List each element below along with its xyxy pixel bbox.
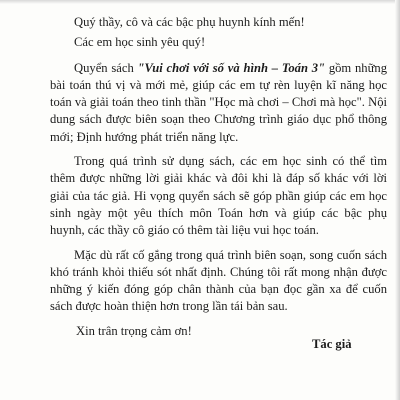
paragraph-feedback: Mặc dù rất cố gắng trong quá trình biên soạn, song cuốn sách khó tránh khỏi thiếu sót nhất định. Chúng tôi rất mong nhận được những ý kiến đóng góp chân thành của bạn đọc gần xa để cuốn sách được hoàn thiện hơn trong lần tái bản sau. [50,247,387,314]
intro-lead-text: Quyển sách [74,60,138,75]
book-title: "Vui chơi với số và hình – Toán 3" [137,60,326,75]
page-right-shadow [395,0,400,400]
intro-rest-text: gồm những bài toán thú vị và mới mẻ, giúp các em tự rèn luyện kĩ năng học toán và giải toán theo tinh thần "Học mà chơi – Chơi mà học". Nội dung sách được biên soạn theo Chương trình giáo dục phổ thông mới; Định hướng phát triển năng lực. [50,60,388,144]
paragraph-usage: Trong quá trình sử dụng sách, các em học sinh có thể tìm thêm được những lời giải khác và đôi khi là đáp số khác với lời giải của tác giả. Hi vọng quyển sách sẽ góp phần giúp các em học sinh ngày một yêu thích môn Toán hơn và giúp các bậc phụ huynh, các thầy cô giáo có thêm tài liệu vui học toán. [50,154,387,238]
letter-body [50,14,388,351]
paragraph-intro [50,60,387,146]
author-signature: Tác giả [312,336,352,351]
page-top-shadow [0,0,400,4]
greeting-teachers-parents: Quý thầy, cô và các bậc phụ huynh kính mến! [74,15,305,29]
closing-thanks: Xin trân trọng cảm ơn! [76,323,192,338]
closing-block [50,323,387,351]
greeting-students: Các em học sinh yêu quý! [74,35,206,50]
